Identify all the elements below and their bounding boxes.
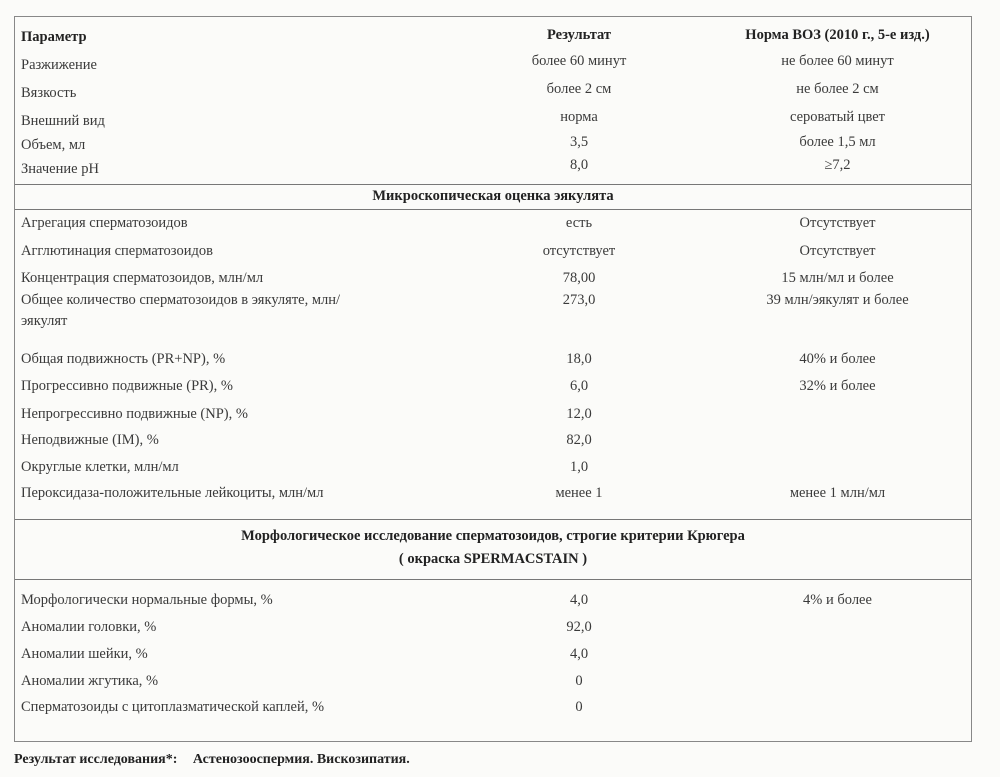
row-param: Аномалии шейки, % <box>21 646 148 662</box>
row-norm: 40% и более <box>799 351 876 367</box>
row-param: Объем, мл <box>21 137 86 153</box>
row-norm: сероватый цвет <box>789 109 886 125</box>
row-result: более 2 см <box>546 81 612 97</box>
row-result: 3,5 <box>569 134 589 150</box>
row-param: Округлые клетки, млн/мл <box>21 459 179 475</box>
divider <box>15 519 971 520</box>
row-param: Общая подвижность (PR+NP), % <box>21 351 226 367</box>
row-param: Вязкость <box>21 85 77 101</box>
row-norm: 4% и более <box>803 592 872 608</box>
divider <box>15 184 971 185</box>
row-result: 78,00 <box>562 270 596 286</box>
row-result: 8,0 <box>569 157 589 173</box>
row-param: Разжижение <box>21 57 97 73</box>
row-result: 92,0 <box>566 619 592 635</box>
row-param: Внешний вид <box>21 113 105 129</box>
section-title-morph: Морфологическое исследование сперматозоидов, строгие критерии Крюгера <box>241 528 745 544</box>
row-norm: более 1,5 мл <box>799 134 876 150</box>
row-result: 12,0 <box>566 406 592 422</box>
divider <box>15 579 971 580</box>
row-norm: 32% и более <box>799 378 876 394</box>
row-result: более 60 минут <box>531 53 627 69</box>
section-subtitle-morph: ( окраска SPERMACSTAIN ) <box>398 551 588 567</box>
row-norm: Отсутствует <box>799 243 876 259</box>
row-result: менее 1 <box>555 485 603 501</box>
row-param: Агрегация сперматозоидов <box>21 215 188 231</box>
row-result: 0 <box>575 673 583 689</box>
row-norm: ≥7,2 <box>824 157 851 173</box>
row-norm: 15 млн/мл и более <box>781 270 894 286</box>
row-param: Неподвижные (IM), % <box>21 432 159 448</box>
row-result: отсутствует <box>542 243 616 259</box>
row-param: Аномалии головки, % <box>21 619 157 635</box>
row-param: Аномалии жгутика, % <box>21 673 159 689</box>
row-norm: 39 млн/эякулят и более <box>766 292 909 308</box>
row-result: 273,0 <box>562 292 596 308</box>
header-norm: Норма ВОЗ (2010 г., 5-е изд.) <box>745 27 930 43</box>
row-param: Прогрессивно подвижные (PR), % <box>21 378 233 394</box>
results-table <box>14 16 972 742</box>
row-result: 18,0 <box>566 351 592 367</box>
row-result: есть <box>565 215 593 231</box>
row-param: Общее количество сперматозоидов в эякуляте, млн/ <box>21 292 341 308</box>
conclusion <box>14 752 410 768</box>
row-param: Агглютинация сперматозоидов <box>21 243 213 259</box>
row-result: 4,0 <box>569 592 589 608</box>
row-param: Морфологически нормальные формы, % <box>21 592 273 608</box>
row-norm: Отсутствует <box>799 215 876 231</box>
row-result: 82,0 <box>566 432 592 448</box>
row-result: 6,0 <box>569 378 589 394</box>
conclusion-value: Астенозооспермия. Вискозипатия. <box>192 752 410 767</box>
row-param-continued: эякулят <box>21 313 68 329</box>
row-result: 1,0 <box>569 459 589 475</box>
header-param: Параметр <box>21 29 87 45</box>
row-result: 4,0 <box>569 646 589 662</box>
conclusion-label: Результат исследования*: <box>14 752 178 767</box>
row-param: Пероксидаза-положительные лейкоциты, млн/мл <box>21 485 324 501</box>
row-result: 0 <box>575 699 583 715</box>
row-param: Сперматозоиды с цитоплазматической каплей, % <box>21 699 325 715</box>
header-result: Результат <box>546 27 612 43</box>
section-title-micro: Микроскопическая оценка эякулята <box>372 188 614 204</box>
row-norm: не более 60 минут <box>781 53 894 69</box>
row-param: Значение pH <box>21 161 99 177</box>
divider <box>15 209 971 210</box>
row-param: Концентрация сперматозоидов, млн/мл <box>21 270 264 286</box>
row-norm: менее 1 млн/мл <box>789 485 886 501</box>
row-param: Непрогрессивно подвижные (NP), % <box>21 406 248 422</box>
row-norm: не более 2 см <box>796 81 879 97</box>
row-result: норма <box>560 109 598 125</box>
